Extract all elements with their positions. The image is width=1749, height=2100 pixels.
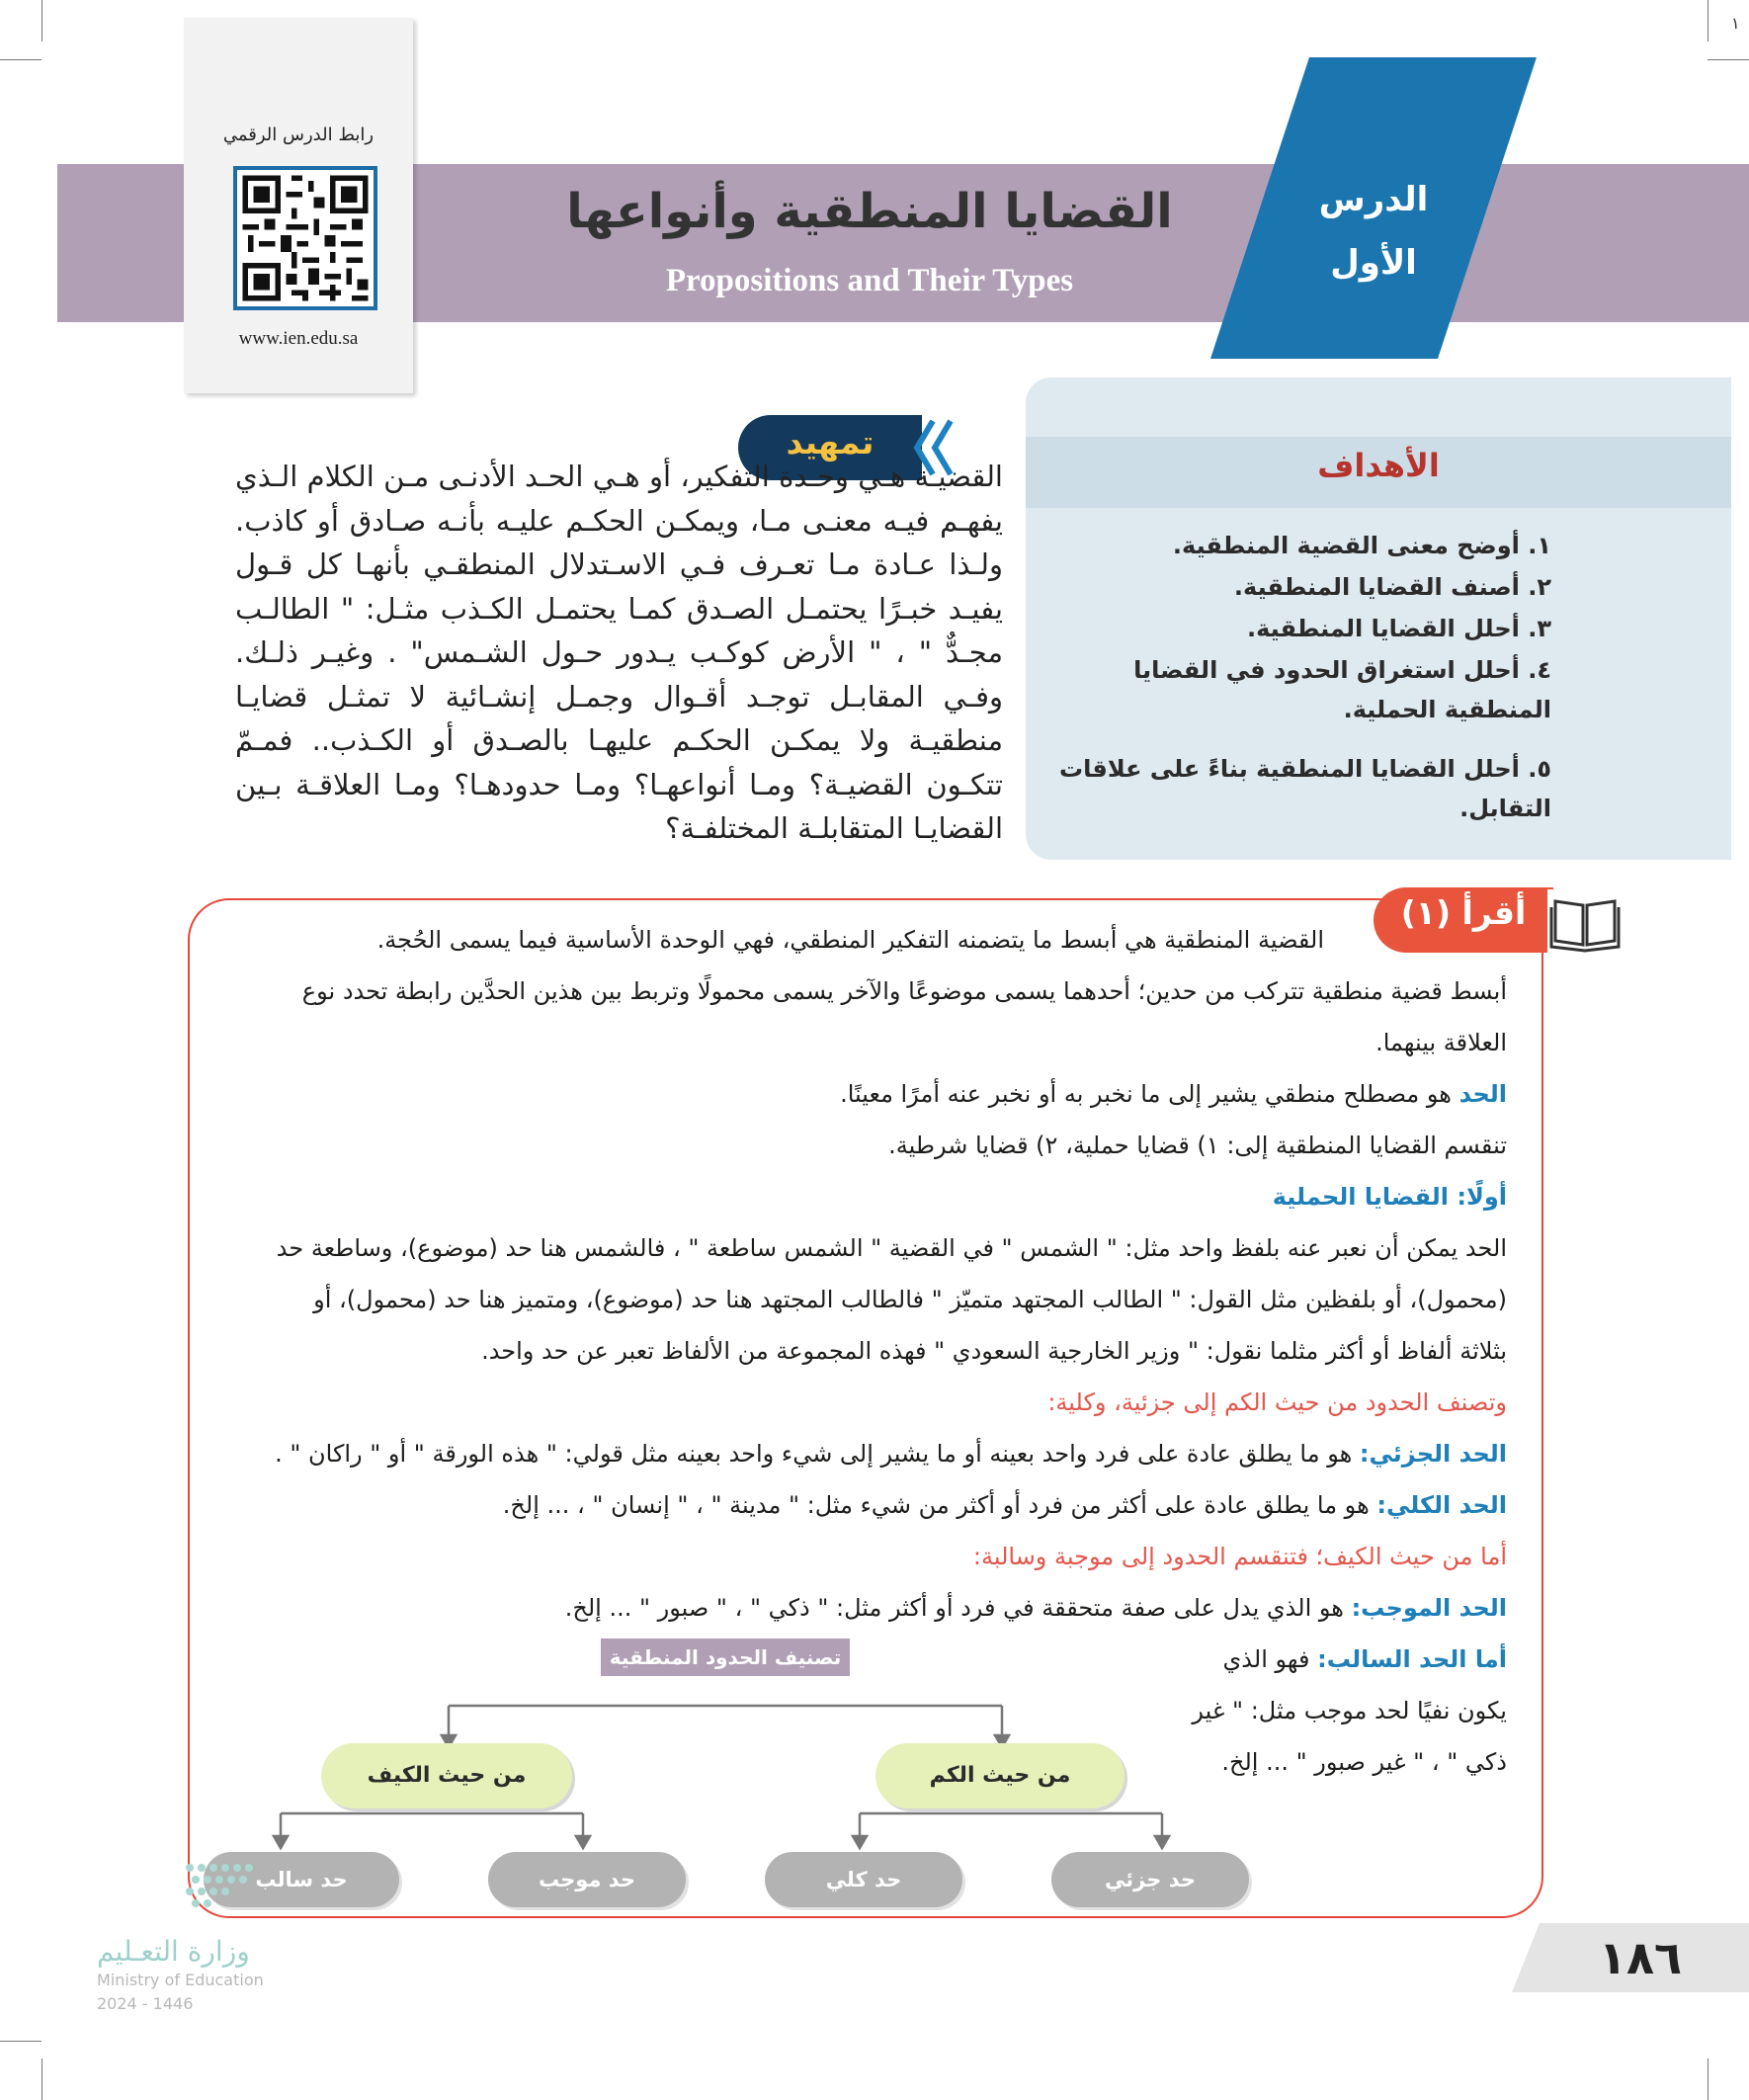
- negative-term-text1: فهو الذي: [1222, 1645, 1310, 1673]
- read-label: أقرأ (١): [1400, 893, 1527, 932]
- definition-text: هو مصطلح منطقي يشير إلى ما نخبر به أو نخبر عنه أمرًا معينًا.: [840, 1080, 1452, 1108]
- objective-item: ٢. أصنف القضايا المنطقية.: [1233, 573, 1551, 601]
- objective-item: ٣. أحلل القضايا المنطقية.: [1246, 615, 1551, 642]
- positive-term-line: [203, 1582, 1507, 1634]
- ministry-name-english: Ministry of Education: [97, 1971, 264, 1989]
- negative-term-line2: يكون نفيًا لحد موجب مثل: " غير: [1192, 1697, 1507, 1724]
- page-number: ١٨٦: [1598, 1931, 1683, 1984]
- diagram-leaf-negative: حد سالب: [204, 1852, 399, 1907]
- read-definition: [203, 1068, 1507, 1120]
- qr-url[interactable]: www.ien.edu.sa: [238, 328, 359, 349]
- universal-term-text: هو ما يطلق عادة على أكثر من فرد أو أكثر من شيء مثل: " مدينة " ، " إنسان " ، ... إلخ.: [502, 1491, 1370, 1519]
- read-p3b: (محمول)، أو بلفظين مثل القول: " الطالب المجتهد متميّز " فالطالب المجتهد هنا حد (موضوع)، ومتميز هنا حد (محمول)، أو: [313, 1286, 1507, 1313]
- diagram-leaf-partial: حد جزئي: [1051, 1852, 1249, 1907]
- lesson-title-arabic: القضايا المنطقية وأنواعها: [566, 184, 1173, 239]
- read-body: [203, 914, 1507, 1788]
- edition-year: 2024 - 1446: [97, 1994, 194, 2013]
- intro-paragraph: القضيـة هـي وحـدة التفكير، أو هـي الحـد الأدنـى مـن الكلام الـذي يفهـم فيـه معنـى مـا، ويمكـن الحكـم عليـه بأنـه صـادق أو كاذب. ولـذا عـادة مـا تعـرف فـي الاسـتدلال المنطقـي بأنهـا كل قـول يفيـد خبـرًا يحتمـل الصـدق كمـا يحتمـل الكـذب مثـل: " الطالـب مجـدٌّ " ، " الأرض كوكـب يـدور حـول الشـمس" . وغيـر ذلـك. وفـي المقابـل توجـد أقـوال وجمـل إنشـائية لا تمثـل قضايـا منطقيـة ولا يمكـن الحكـم عليهـا بالصـدق أو الكـذب.. فمـمّ تتكـون القضيـة؟ ومـا أنواعهـا؟ ومـا حدودهـا؟ ومـا العلاقـة بـين القضايـا المتقابلـة المختلفـة؟: [235, 460, 1003, 845]
- objective-item: ٤. أحلل استغراق الحدود في القضايا المنطقية الحملية.: [1133, 656, 1551, 723]
- objectives-list: [1038, 526, 1551, 830]
- read-p2b: العلاقة بينهما.: [1375, 1029, 1507, 1056]
- objectives-title: الأهداف: [1317, 447, 1440, 484]
- negative-term-line: [203, 1634, 1507, 1685]
- intro-label: تمهيد: [786, 423, 874, 462]
- lesson-title-english: Propositions and Their Types: [665, 263, 1074, 298]
- qr-code-icon[interactable]: [233, 166, 377, 310]
- read-p3c: بثلاثة ألفاظ أو أكثر مثلما نقول: " وزير الخارجية السعودي " فهذه المجموعة من الألفاظ تعبر عن حد واحد.: [481, 1337, 1507, 1365]
- diagram-title: تصنيف الحدود المنطقية: [601, 1638, 850, 1676]
- lesson-badge-line1: الدرس: [1318, 180, 1429, 219]
- partial-term-label: الحد الجزئي:: [1359, 1440, 1507, 1468]
- universal-term-line: [203, 1479, 1507, 1531]
- qr-label: رابط الدرس الرقمي: [222, 125, 375, 145]
- objective-item: ١. أوضح معنى القضية المنطقية.: [1172, 532, 1551, 559]
- read-division: تنقسم القضايا المنطقية إلى: ١) قضايا حملية، ٢) قضايا شرطية.: [888, 1132, 1507, 1159]
- quality-intro: أما من حيث الكيف؛ فتنقسم الحدود إلى موجبة وسالبة:: [972, 1543, 1507, 1570]
- universal-term-label: الحد الكلي:: [1376, 1491, 1507, 1519]
- lesson-badge-line2: الأول: [1330, 243, 1417, 283]
- positive-term-label: الحد الموجب:: [1351, 1594, 1507, 1622]
- diagram-node-quality: من حيث الكيف: [321, 1743, 572, 1808]
- heading-categorical: أولًا: القضايا الحملية: [1272, 1183, 1507, 1211]
- diagram-node-quantity: من حيث الكم: [875, 1743, 1124, 1808]
- quantity-intro: وتصنف الحدود من حيث الكم إلى جزئية، وكلية:: [1047, 1388, 1507, 1416]
- corner-mark: ١: [1731, 14, 1740, 33]
- diagram-leaf-universal: حد كلي: [765, 1852, 962, 1907]
- partial-term-text: هو ما يطلق عادة على فرد واحد بعينه أو ما يشير إلى شيء واحد بعينه مثل قولي: " هذه الورقة " أو " راكان " .: [275, 1440, 1353, 1468]
- ministry-name-arabic: وزارة التعـليم: [97, 1935, 250, 1968]
- book-icon: [1547, 889, 1623, 953]
- negative-term-line3: ذكي " ، " غير صبور " ... إلخ.: [1221, 1748, 1507, 1776]
- positive-term-text: هو الذي يدل على صفة متحققة في فرد أو أكثر مثل: " ذكي " ، " صبور " ... إلخ.: [564, 1594, 1344, 1622]
- read-p2a: أبسط قضية منطقية تتركب من حدين؛ أحدهما يسمى موضوعًا والآخر يسمى محمولًا وتربط بين هذين الحدَّين رابطة تحدد نوع: [301, 977, 1507, 1005]
- read-p1: القضية المنطقية هي أبسط ما يتضمنه التفكير المنطقي، فهي الوحدة الأساسية فيما يسمى الحُجة.: [376, 926, 1324, 954]
- objective-item: ٥. أحلل القضايا المنطقية بناءً على علاقات التقابل.: [1059, 755, 1551, 822]
- diagram-leaf-positive: حد موجب: [488, 1852, 686, 1907]
- lesson-badge-text: [1275, 168, 1472, 294]
- read-p3a: الحد يمكن أن نعبر عنه بلفظ واحد مثل: " الشمس " في القضية " الشمس ساطعة " ، فالشمس هنا حد (موضوع)، وساطعة حد: [276, 1234, 1507, 1262]
- ministry-logo-icon: [180, 1858, 348, 1917]
- partial-term-line: [203, 1428, 1507, 1479]
- term-label: الحد: [1458, 1080, 1507, 1108]
- negative-term-label: أما الحد السالب:: [1317, 1645, 1507, 1673]
